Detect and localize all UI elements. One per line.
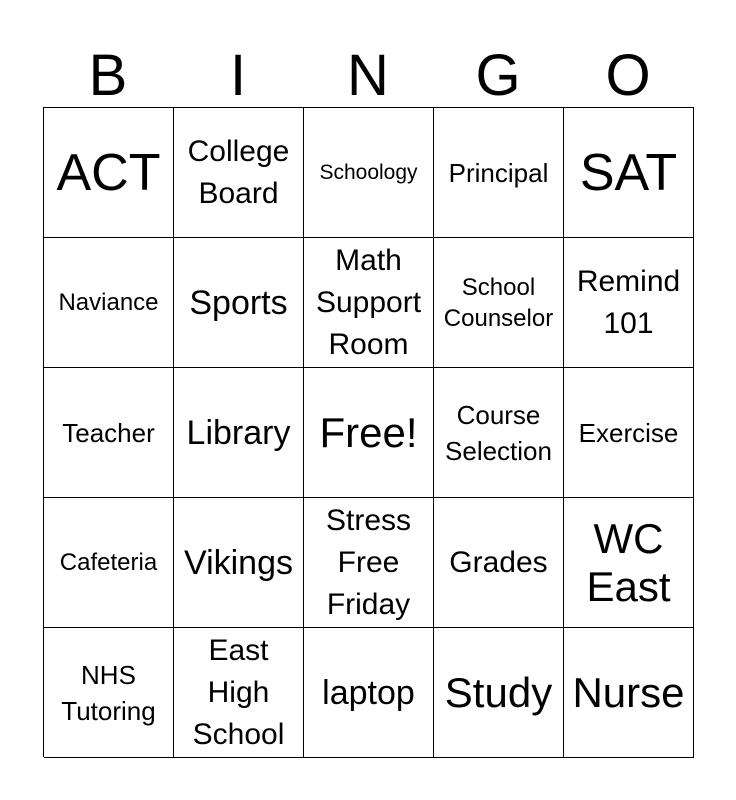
cell-text: Schoology — [319, 160, 418, 184]
bingo-cell — [304, 108, 434, 238]
bingo-cell — [44, 498, 174, 628]
cell-text: Study — [444, 668, 553, 716]
cell-text: Free! — [319, 408, 418, 456]
cell-text: Naviance — [58, 289, 159, 316]
cell-text: Remind 101 — [576, 264, 681, 340]
cell-text: SAT — [579, 143, 678, 202]
bingo-cell — [564, 628, 694, 758]
header-letter-o: O — [605, 43, 651, 108]
cell-text: Principal — [448, 157, 549, 188]
free-cell — [304, 368, 434, 498]
cell-text: WC East — [586, 514, 671, 610]
cell-text: Sports — [189, 283, 288, 322]
cell-text: laptop — [322, 673, 415, 712]
cell-text: School Counselor — [443, 273, 554, 332]
cell-text: NHS Tutoring — [61, 659, 156, 726]
cell-text: Nurse — [572, 668, 685, 716]
cell-text: Math Support Room — [315, 243, 422, 361]
cell-text: Course Selection — [445, 399, 552, 466]
bingo-cell — [434, 238, 564, 368]
bingo-cell — [564, 108, 694, 238]
bingo-cell — [174, 238, 304, 368]
cell-text: College Board — [187, 134, 290, 210]
bingo-grid — [43, 107, 694, 757]
bingo-header — [43, 44, 693, 108]
bingo-cell — [434, 628, 564, 758]
cell-text: ACT — [56, 143, 161, 202]
cell-text: Cafeteria — [59, 549, 158, 576]
bingo-cell — [44, 368, 174, 498]
header-letter-n: N — [347, 43, 389, 108]
cell-text: Stress Free Friday — [325, 503, 412, 621]
bingo-cell — [174, 628, 304, 758]
bingo-cell — [434, 368, 564, 498]
bingo-cell — [44, 238, 174, 368]
bingo-cell — [174, 498, 304, 628]
bingo-cell — [44, 108, 174, 238]
header-letter-i: I — [229, 43, 247, 108]
cell-text: Vikings — [184, 543, 293, 582]
bingo-cell — [434, 498, 564, 628]
bingo-cell — [174, 108, 304, 238]
cell-text: East High School — [192, 633, 285, 751]
bingo-cell — [434, 108, 564, 238]
cell-text: Exercise — [578, 417, 679, 448]
header-letter-g: G — [475, 43, 521, 108]
header-letter-b: B — [88, 43, 128, 108]
bingo-cell — [174, 368, 304, 498]
bingo-cell — [304, 238, 434, 368]
bingo-cell — [304, 628, 434, 758]
cell-text: Teacher — [62, 417, 155, 448]
bingo-cell — [44, 628, 174, 758]
bingo-cell — [564, 238, 694, 368]
bingo-cell — [564, 368, 694, 498]
bingo-cell — [304, 498, 434, 628]
cell-text: Library — [186, 413, 291, 452]
bingo-cell — [564, 498, 694, 628]
cell-text: Grades — [449, 545, 548, 579]
